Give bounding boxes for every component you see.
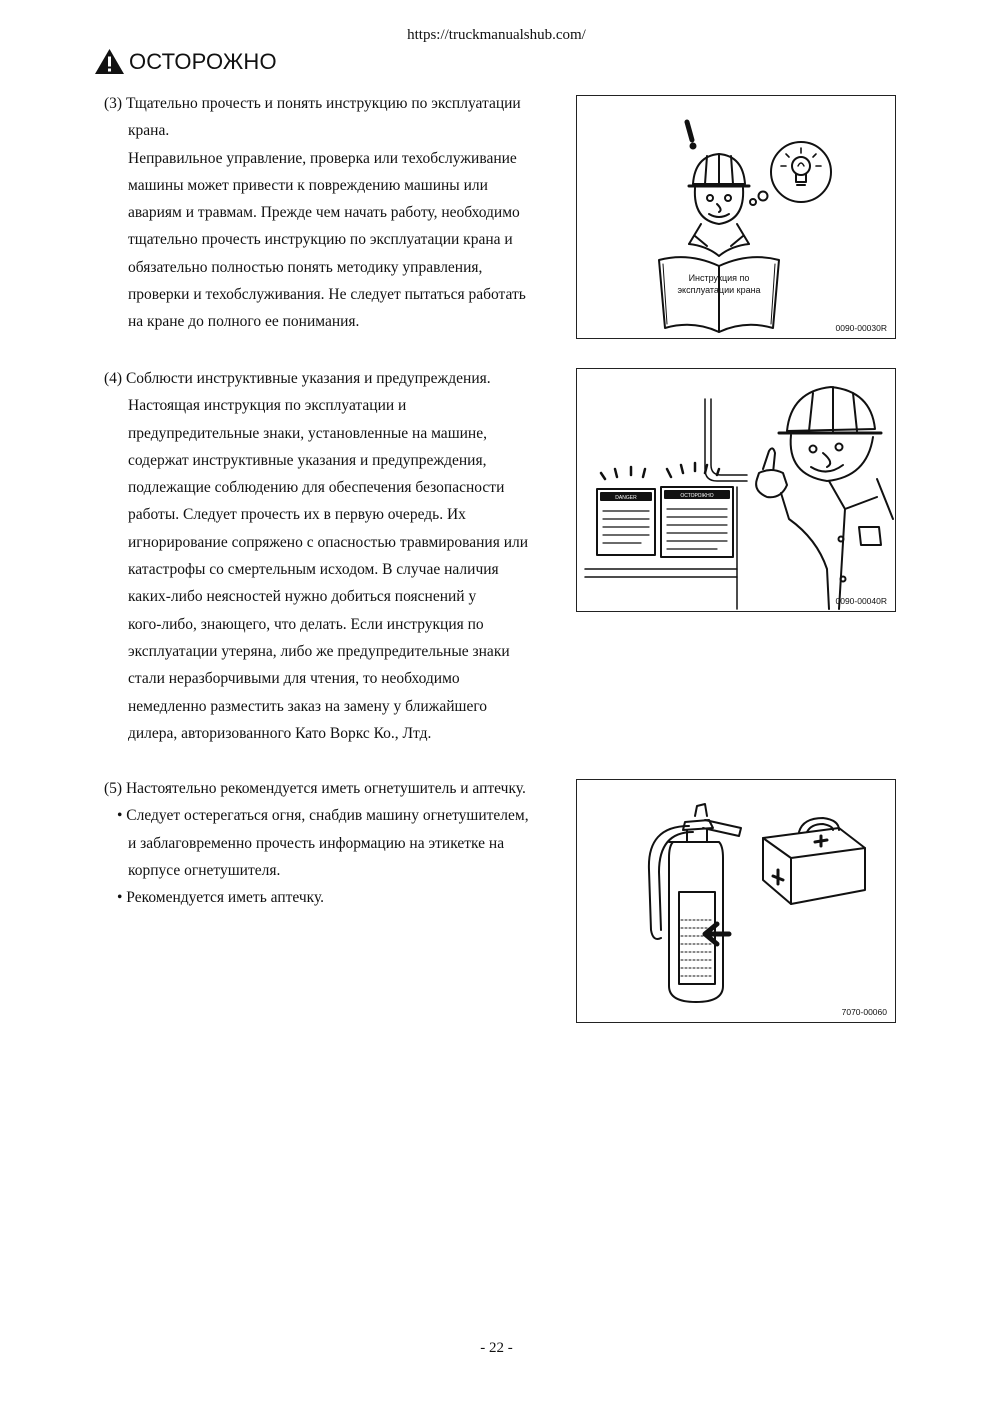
section-4-line: кого-либо, знающего, что делать. Если инструкция по [128, 615, 484, 633]
section-4-line: предупредительные знаки, установленные на машине, [128, 424, 487, 442]
section-4-line: эксплуатации утеряна, либо же предупредительные знаки [128, 642, 510, 660]
section-4-line: каких-либо неясностей нужно добиться пояснений у [128, 588, 477, 606]
section-3-line: обязательно полностью понять методику управления, [128, 258, 483, 276]
section-4-line: немедленно разместить заказ на замену у ближайшего [128, 697, 488, 715]
section-3-line: (3) Тщательно прочесть и понять инструкцию по эксплуатации [104, 95, 521, 112]
section-5-line: корпусе огнетушителя. [128, 861, 281, 879]
section-3-line: проверки и техобслуживания. Не следует пытаться работать [128, 286, 526, 304]
source-url[interactable]: https://truckmanualshub.com/ [407, 27, 586, 43]
figure-code: 0090-00030R [835, 323, 887, 333]
figure-read-manual [576, 95, 896, 339]
figure-code: 0090-00040R [835, 596, 887, 606]
figure-extinguisher-first-aid [576, 779, 896, 1023]
sign-left-text: DANGER [615, 495, 637, 501]
section-3-line: Неправильное управление, проверка или техобслуживание [128, 149, 517, 167]
section-4-line: дилера, авторизованного Като Воркс Ко., Лтд. [128, 724, 432, 742]
section-3 [104, 90, 564, 336]
section-5-line: и заблаговременно прочесть информацию на этикетке на [128, 834, 505, 852]
worker-pointing-signs-illustration [577, 369, 897, 613]
section-3-line: крана. [128, 122, 170, 140]
section-5-line: (5) Настоятельно рекомендуется иметь огнетушитель и аптечку. [104, 780, 526, 797]
section-5-bullet: • Рекомендуется иметь аптечку. [117, 889, 325, 907]
extinguisher-first-aid-illustration [577, 780, 897, 1024]
sign-right-text: ОСТОРОЖНО [680, 493, 714, 499]
section-4-line: подлежащие соблюдению для обеспечения безопасности [128, 479, 505, 497]
warning-triangle-icon [94, 48, 125, 75]
figure-code: 7070-00060 [841, 1007, 887, 1017]
caution-heading [94, 48, 277, 75]
section-4-line: работы. Следует прочесть их в первую очередь. Их [128, 506, 466, 524]
section-5 [104, 775, 564, 911]
book-label-line1: Инструкция по [688, 273, 750, 283]
section-4-line: содержат инструктивные указания и предупреждения, [128, 451, 487, 469]
section-4 [104, 365, 564, 747]
section-4-line: катастрофы со смертельным исходом. В случае наличия [128, 561, 499, 579]
worker-reading-manual-illustration [577, 96, 897, 340]
page-number: - 22 - [480, 1340, 513, 1356]
section-3-line: на кране до полного ее понимания. [128, 313, 360, 331]
section-3-line: машины может привести к повреждению машины или [128, 176, 488, 194]
caution-label: ОСТОРОЖНО [129, 48, 277, 74]
book-label-line2: эксплуатации крана [677, 285, 761, 295]
section-4-line: (4) Соблюсти инструктивные указания и предупреждения. [104, 370, 491, 387]
section-5-bullet: • Следует остерегаться огня, снабдив машину огнетушителем, [117, 807, 529, 825]
section-4-line: игнорирование сопряжено с опасностью травмирования или [128, 533, 529, 551]
section-4-line: стали неразборчивыми для чтения, то необходимо [128, 670, 460, 688]
section-3-line: тщательно прочесть инструкцию по эксплуатации крана и [128, 231, 513, 249]
figure-warning-signs [576, 368, 896, 612]
section-4-line: Настоящая инструкция по эксплуатации и [128, 397, 407, 415]
section-3-line: авариям и травмам. Прежде чем начать работу, необходимо [128, 204, 520, 222]
